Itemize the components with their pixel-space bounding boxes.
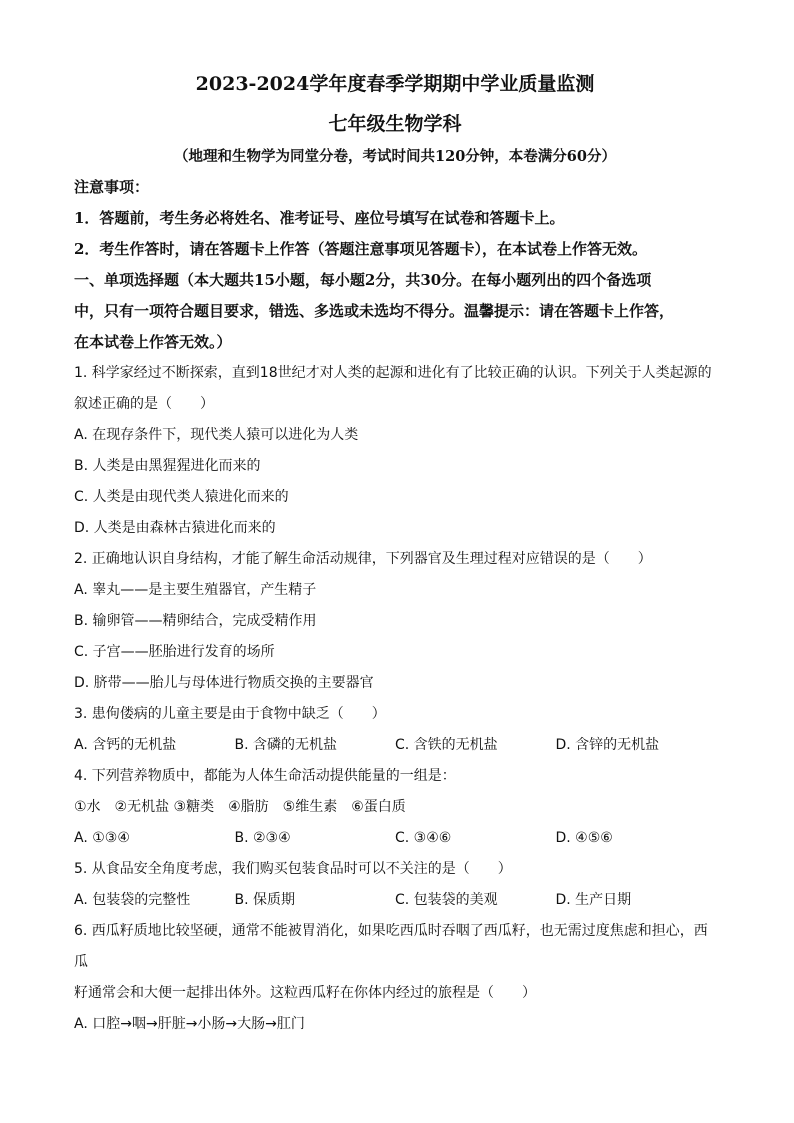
options-row — [74, 823, 716, 854]
option-d: D. 人类是由森林古猿进化而来的 — [74, 520, 276, 536]
exam-title: 2023-2024学年度春季学期期中学业质量监测 — [195, 73, 595, 95]
question-1 — [74, 358, 716, 544]
option-d: D. 含锌的无机盐 — [555, 737, 660, 753]
option-a: A. 包装袋的完整性 — [74, 892, 191, 908]
option-c: C. 人类是由现代类人猿进化而来的 — [74, 489, 289, 505]
question-stem: 6. 西瓜籽质地比较坚硬，通常不能被胃消化，如果吃西瓜时吞咽了西瓜籽，也无需过度焦虑和担心，西瓜 — [74, 923, 708, 970]
question-6 — [74, 916, 716, 1040]
option-a: A. 含钙的无机盐 — [74, 737, 177, 753]
question-stem: 4. 下列营养物质中，都能为人体生命活动提供能量的一组是： — [74, 768, 456, 784]
question-5 — [74, 854, 716, 916]
option-a: A. 在现存条件下，现代类人猿可以进化为人类 — [74, 427, 359, 443]
option-d: D. 生产日期 — [555, 892, 632, 908]
exam-subtitle: （地理和生物学为同堂分卷，考试时间共120分钟，本卷满分60分） — [174, 148, 616, 165]
option-a: A. 睾丸——是主要生殖器官，产生精子 — [74, 582, 317, 598]
question-3 — [74, 699, 716, 761]
nutrient-list: ①水 ②无机盐 ③糖类 ④脂肪 ⑤维生素 ⑥蛋白质 — [74, 799, 406, 815]
options-row — [74, 730, 716, 761]
option-a: A. ①③④ — [74, 830, 130, 846]
notice-heading: 注意事项： — [74, 178, 150, 196]
question-stem: 1. 科学家经过不断探索，直到18世纪才对人类的起源和进化有了比较正确的认识。下列关于人类起源的 — [74, 365, 712, 381]
option-b: B. ②③④ — [234, 830, 291, 846]
option-c: C. 含铁的无机盐 — [395, 737, 498, 753]
subject-title: 七年级生物学科 — [328, 113, 462, 135]
option-b: B. 人类是由黑猩猩进化而来的 — [74, 458, 261, 474]
notice-item: 1．答题前，考生务必将姓名、准考证号、座位号填写在试卷和答题卡上。 — [74, 209, 565, 227]
question-stem: 3. 患佝偻病的儿童主要是由于食物中缺乏（ ） — [74, 706, 386, 722]
option-b: B. 含磷的无机盐 — [234, 737, 338, 753]
section-instructions: 在本试卷上作答无效。） — [74, 333, 232, 351]
option-c: C. ③④⑥ — [395, 830, 452, 846]
notice-item: 2．考生作答时，请在答题卡上作答（答题注意事项见答题卡），在本试卷上作答无效。 — [74, 240, 647, 258]
option-a: A. 口腔→咽→肝脏→小肠→大肠→肛门 — [74, 1016, 305, 1032]
question-4 — [74, 761, 716, 854]
question-stem: 籽通常会和大便一起排出体外。这粒西瓜籽在你体内经过的旅程是（ ） — [74, 985, 536, 1001]
section-instructions: 中，只有一项符合题目要求，错选、多选或未选均不得分。温馨提示：请在答题卡上作答， — [74, 302, 675, 320]
option-b: B. 输卵管——精卵结合，完成受精作用 — [74, 613, 317, 629]
question-stem: 叙述正确的是（ ） — [74, 396, 214, 412]
question-2 — [74, 544, 716, 699]
option-c: C. 包装袋的美观 — [395, 892, 498, 908]
option-b: B. 保质期 — [234, 892, 296, 908]
section-instructions: 一、单项选择题（本大题共15小题，每小题2分，共30分。在每小题列出的四个备选项 — [74, 271, 652, 289]
options-row — [74, 885, 716, 916]
option-c: C. 子宫——胚胎进行发育的场所 — [74, 644, 275, 660]
question-stem: 5. 从食品安全角度考虑，我们购买包装食品时可以不关注的是（ ） — [74, 861, 512, 877]
question-stem: 2. 正确地认识自身结构，才能了解生命活动规律，下列器官及生理过程对应错误的是（ ） — [74, 551, 652, 567]
option-d: D. ④⑤⑥ — [555, 830, 613, 846]
option-d: D. 脐带——胎儿与母体进行物质交换的主要器官 — [74, 675, 374, 691]
